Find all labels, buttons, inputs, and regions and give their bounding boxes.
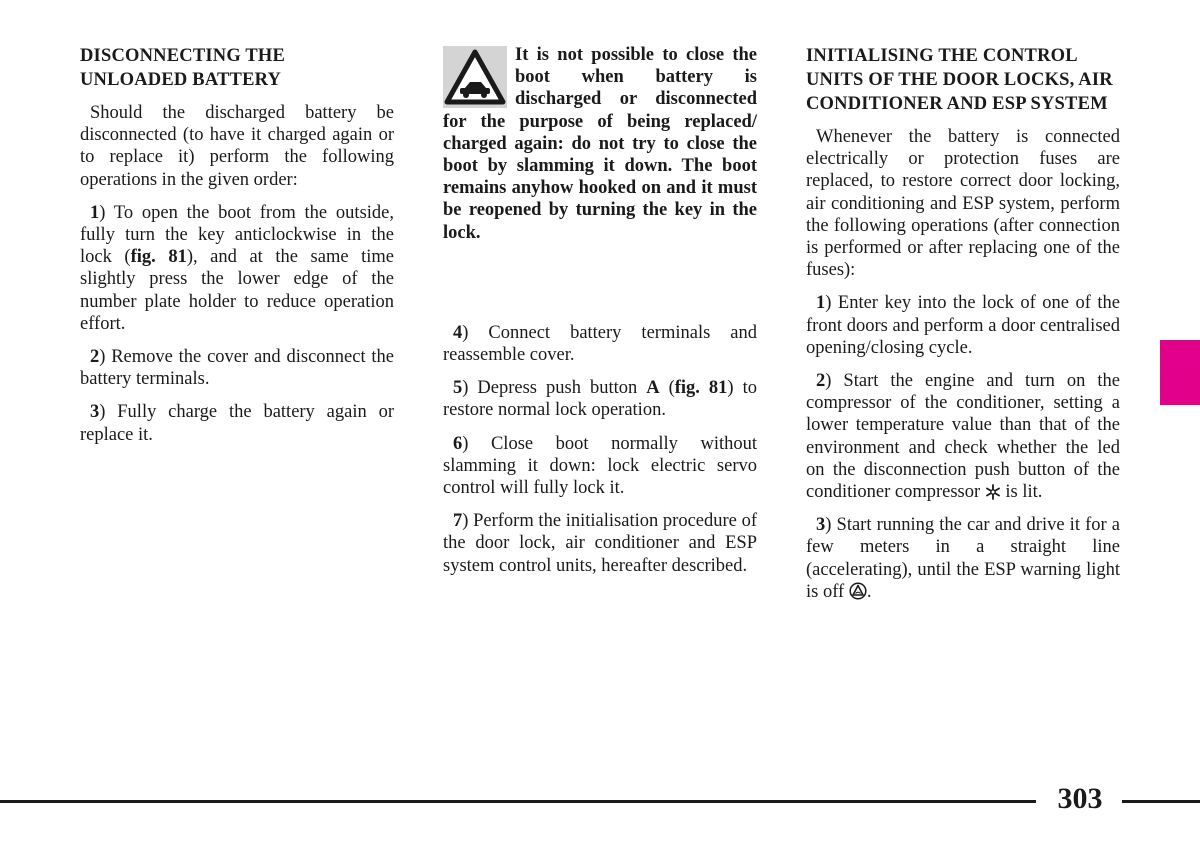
right-column: [806, 44, 1120, 614]
step-2: [806, 370, 1120, 503]
section-tab: [1160, 340, 1200, 405]
step-number: 4: [453, 322, 463, 343]
step-text: ), and at the same time slightly press the lower edge of the number plate holder to reduce operation effort.: [80, 247, 394, 334]
warning-text: It is not possible to close the boot when battery is discharged or disconnected for the purpose of being replaced/ charged again: do not try to close the boot by slamming it down. The boot remains anyhow hooked on and it must be reopened by turning the key in the lock.: [443, 45, 757, 243]
step-1: [806, 292, 1120, 359]
step-number: 2: [90, 347, 100, 368]
intro-paragraph: Whenever the battery is connected electrically or protection fuses are replaced, to restore correct door locking, air conditioning and ESP system, perform the following operations (after connection is performed or after replacing one of the fuses):: [806, 127, 1120, 281]
step-text: is lit.: [1005, 482, 1043, 503]
step-text: ) Remove the cover and disconnect the battery terminals.: [80, 347, 394, 390]
middle-column: [443, 44, 757, 588]
step-number: 3: [90, 402, 100, 423]
step-3: [806, 514, 1120, 603]
car-warning-triangle-icon: [443, 46, 507, 108]
step-text: ) Perform the initialisation procedure of the door lock, air conditioner and ESP system control units, hereafter described.: [443, 511, 757, 576]
footer-rule-right: [1122, 800, 1200, 803]
step-text: ) Close boot normally without slamming it down: lock electric servo control will fully lock it.: [443, 433, 757, 499]
step-2: [80, 346, 394, 390]
step-text: ) Start the engine and turn on the compressor of the conditioner, setting a lower temperature value than that of the environment and check whether the led on the disconnection push button of the conditioner compressor: [806, 371, 1120, 503]
step-number: 2: [816, 371, 826, 392]
button-label: A: [646, 378, 660, 399]
step-number: 6: [453, 433, 463, 454]
step-text: (: [659, 378, 675, 399]
step-number: 1: [816, 293, 826, 314]
step-6: [443, 433, 757, 500]
step-text: ) Depress push button: [462, 378, 647, 399]
intro-paragraph: Should the discharged battery be disconnected (to have it charged again or to replace it) perform the following operations in the given order:: [80, 103, 394, 190]
step-number: 1: [90, 202, 100, 223]
step-number: 3: [816, 515, 826, 536]
left-column: [80, 44, 394, 457]
snowflake-icon: [985, 484, 1001, 500]
footer-rule-left: [0, 800, 1036, 803]
figure-reference: fig. 81: [130, 247, 187, 268]
step-text: .: [866, 581, 872, 602]
esp-warning-light-icon: [849, 582, 867, 600]
step-4: [443, 322, 757, 366]
warning-box: [443, 44, 757, 244]
step-text: ) To open the boot from the outside, fully turn the key anticlockwise in the lock (: [80, 202, 394, 268]
step-7: [443, 510, 757, 577]
step-text: ) Start running the car and drive it for a few meters in a straight line (accelerating), until the ESP warning light is off: [806, 515, 1120, 602]
step-text: ) Fully charge the battery again or replace it.: [80, 402, 394, 445]
step-text: ) to restore normal lock operation.: [443, 378, 757, 421]
step-3: [80, 401, 394, 445]
step-number: 7: [453, 511, 463, 532]
step-text: ) Connect battery terminals and reassemble cover.: [443, 322, 757, 366]
step-text: ) Enter key into the lock of one of the front doors and perform a door centralised opening/closing cycle.: [806, 293, 1120, 358]
page-number: 303: [1057, 782, 1103, 815]
step-number: 5: [453, 378, 463, 399]
figure-reference: fig. 81: [674, 378, 728, 399]
section-heading-initialising: INITIALISING THE CONTROL UNITS OF THE DOOR LOCKS, AIR CONDITIONER AND ESP SYSTEM: [806, 46, 1113, 114]
step-5: [443, 377, 757, 421]
section-heading-disconnecting: DISCONNECTING THE UNLOADED BATTERY: [80, 46, 286, 90]
step-1: [80, 202, 394, 335]
